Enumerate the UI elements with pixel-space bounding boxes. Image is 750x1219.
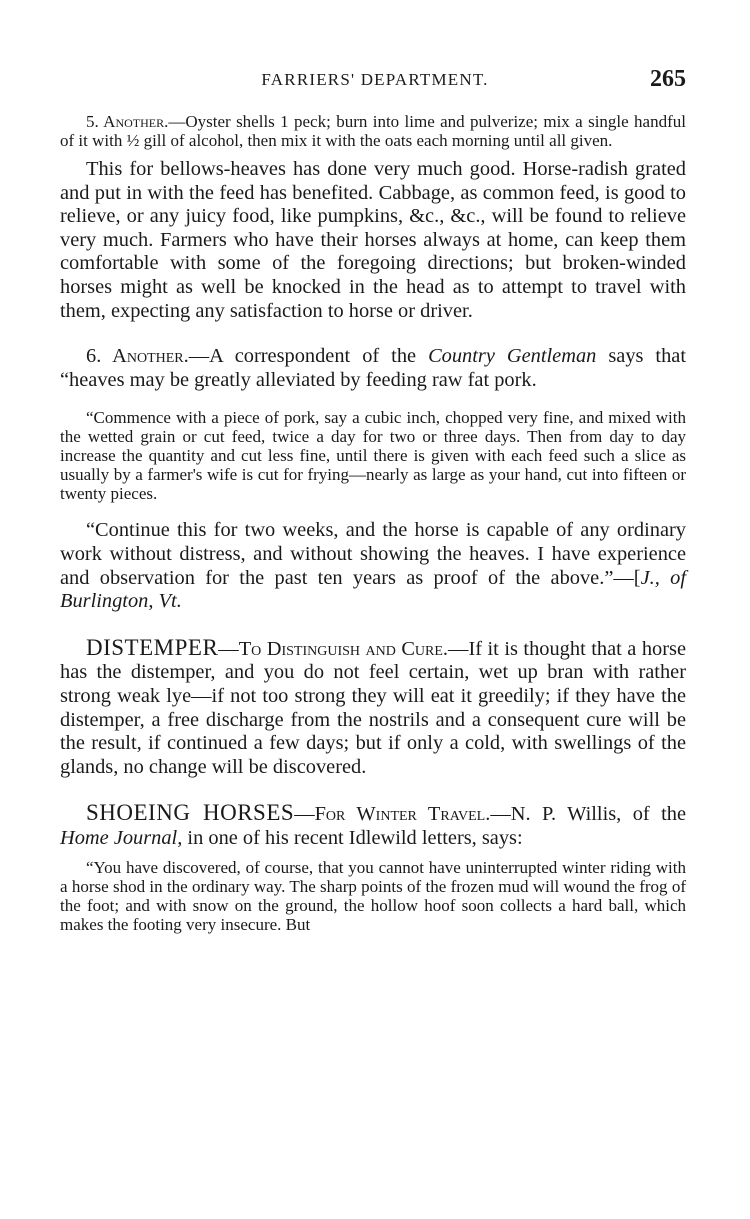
bellows-heaves-paragraph: This for bellows-heaves has done very much good. Horse-radish grated and put in with the feed has benefited. Cabbage, as common feed, is good to relieve, or any juicy food, like pumpkins, &c., &c., will be found to relieve very much. Farmers who have their horses always at home, can keep them comfortable with some of the foregoing directions; but broken-winded horses might as well be knocked in the head as to attempt to travel with them, expecting any satisfaction to horse or driver.: [60, 158, 686, 322]
publication-title: Home Journal,: [60, 826, 183, 849]
page-body: [60, 112, 686, 934]
attribution-name: J., of Burlington: [60, 566, 686, 613]
section-text-b: in one of his recent Idlewild letters, says:: [182, 826, 523, 849]
page-header: [0, 66, 750, 96]
recipe-text: —Oyster shells 1 peck; burn into lime and pulverize; mix a single handful of it with ½ gill of alcohol, then mix it with the oats each morning until all given.: [60, 112, 686, 150]
page-number: 265: [650, 66, 686, 92]
recipe-another-5: [60, 112, 686, 150]
recipe-text-b: says that “heaves may be greatly alleviated by feeding raw fat pork.: [60, 345, 687, 391]
recipe-lead: 5. Another.: [86, 112, 169, 131]
section-text: —If it is thought that a horse has the distemper, and you do not feel certain, wet up bran with rather strong weak lye—if not too strong they will eat it greedily; if they have the distemper, a free discharge from the nostrils and a consequent cure will be the result, if continued a few days; but if only a cold, with swellings of the glands, no change will be discovered.: [60, 637, 686, 778]
shoeing-section: [60, 801, 686, 850]
recipe-lead: 6. Another.: [86, 345, 189, 368]
publication-title: Country Gentleman: [428, 345, 597, 368]
section-subheading: —For Winter Travel.: [294, 803, 491, 826]
section-heading: DISTEMPER: [86, 634, 219, 660]
winter-riding-quote: “You have discovered, of course, that you cannot have uninterrupted winter riding with a horse shod in the ordinary way. The sharp points of the frozen mud will wound the frog of the foot; and with snow on the ground, the hollow hoof soon collects a hard ball, which makes the footing very insecure. But: [60, 858, 686, 935]
section-text-a: —N. P. Willis, of the: [490, 803, 686, 826]
section-heading: SHOEING HORSES: [86, 800, 295, 826]
quote-text: “Continue this for two weeks, and the horse is capable of any ordinary work without distress, and without showing the heaves. I have experience and observation for the past ten years as proof of the above.”—[: [60, 519, 686, 589]
running-head: FARRIERS' DEPARTMENT.: [261, 70, 489, 89]
pork-quote-paragraph: “Commence with a piece of pork, say a cubic inch, chopped very fine, and mixed with the wetted grain or cut feed, twice a day for two or three days. Then from day to day increase the quantity and cut less fine, until there is given with each feed such a slice as usually by a farmer's wife is cut for frying—nearly as large as your hand, cut into fifteen or twenty pieces.: [60, 408, 686, 504]
recipe-another-6: [60, 345, 686, 392]
attribution-state: Vt.: [158, 590, 182, 613]
continue-quote-paragraph: “Continue this for two weeks, and the horse is capable of any ordinary work without distress, and without showing the heaves. I have experience and observation for the past ten years as proof of the above.”—[J., of Burlington, Vt.: [60, 519, 686, 613]
distemper-section: [60, 636, 686, 780]
section-subheading: —To Distinguish and Cure.: [218, 637, 449, 660]
recipe-text-a: —A correspondent of the: [188, 345, 429, 368]
